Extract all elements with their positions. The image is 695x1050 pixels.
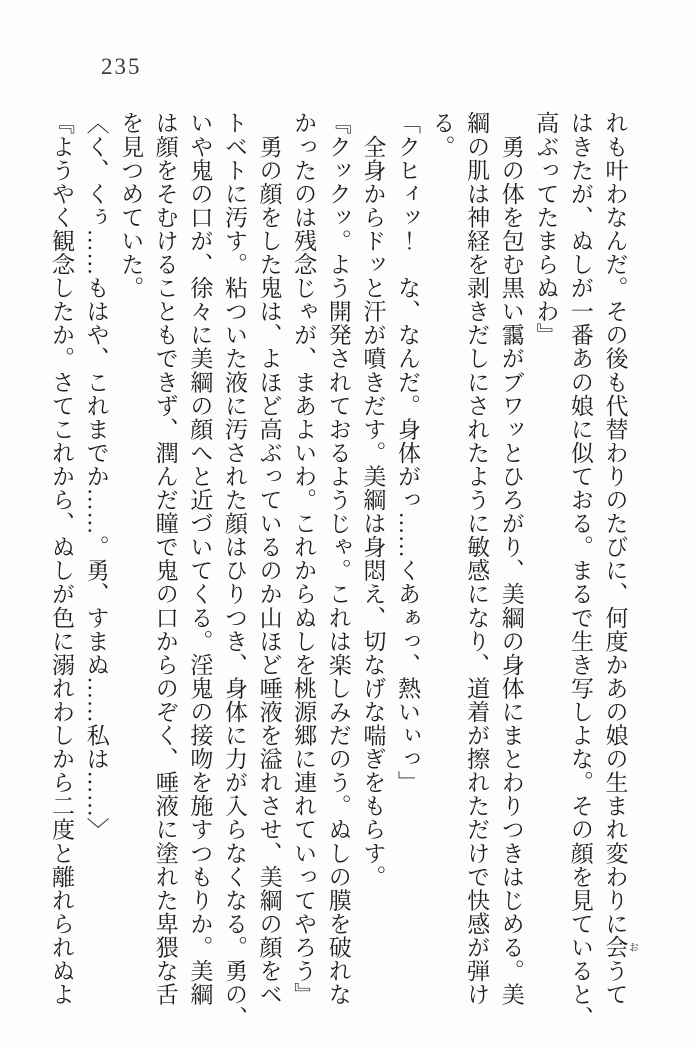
ruby-furigana: 会 お [602, 935, 638, 959]
text-line [320, 111, 355, 1011]
text-segment: を見つめていた。 [118, 111, 144, 300]
text-segment: うて [602, 958, 628, 1006]
text-line [562, 111, 597, 1030]
paragraph [78, 111, 113, 1011]
text-line [528, 111, 563, 1011]
text-line [43, 111, 78, 1011]
text-segment: 「クヒィッ！ な、なんだ。身体がっ……くあぁっ、熱いぃっ」 [394, 111, 420, 794]
page-number: 235 [101, 54, 142, 79]
text-segment: 高ぶってたまらぬわ』 [533, 111, 559, 347]
text-segment: 〈く、くぅ……もはや、これまでか……。勇、すまぬ……私は……〉 [83, 111, 109, 842]
text-segment: トベトに汚す。粘ついた液に汚された顔はひりつき、身体に力が入らなくなる。勇の、 [221, 111, 247, 1030]
text-segment: 全身からドッと汗が噴きだす。美綱は身悶え、切なげな喘ぎをもらす。 [360, 111, 386, 889]
text-line [286, 111, 321, 1011]
text-line [493, 111, 528, 1011]
text-line [459, 111, 494, 1011]
paragraph [389, 111, 424, 1011]
text-segment: る。 [429, 111, 455, 159]
text-segment: いや鬼の口が、徐々に美綱の顔へと近づいてくる。淫鬼の接吻を施すつもりか。美綱 [187, 111, 213, 1006]
text-segment: かったのは残念じゃが、まあよいわ。これからぬしを桃源郷に連れていってやろう』 [291, 111, 317, 1006]
paragraph [355, 111, 390, 1011]
paragraph [528, 111, 638, 1030]
text-line [424, 111, 459, 1011]
paragraph [43, 111, 78, 1011]
paragraph [424, 111, 528, 1011]
text-line [113, 111, 148, 1011]
text-segment: れも叶わなんだ。その後も代替わりのたびに、何度かあの娘の生まれ変わりに [602, 111, 628, 936]
paragraph [113, 111, 286, 1030]
text-segment: 『ようやく観念したか。さてこれから、ぬしが色に溺れわしから二度と離れられぬよ [49, 111, 74, 1006]
text-line [355, 111, 390, 1011]
text-line [251, 111, 286, 1011]
text-block [43, 111, 638, 1030]
text-line [389, 111, 424, 1011]
text-segment: 勇の顔をした鬼は、よほど高ぶっているのか山ほど唾液を溢れさせ、美綱の顔をベ [256, 111, 282, 1006]
text-line [147, 111, 182, 1011]
text-line [182, 111, 217, 1011]
text-segment: は顔をそむけることもできず、潤んだ瞳で鬼の口からのぞく、唾液に塗れた卑猥な舌 [152, 111, 178, 1006]
text-segment: 綱の肌は神経を剥きだしにされたように敏感になり、道着が擦れただけで快感が弾け [464, 111, 490, 1006]
text-segment: 勇の体を包む黒い靄がブワッとひろがり、美綱の身体にまとわりつきはじめる。美 [498, 111, 524, 1006]
text-line [597, 111, 637, 1011]
text-segment: はきたが、ぬしが一番あの娘に似ておる。まるで生き写しよな。その顔を見ていると、 [567, 111, 593, 1030]
text-line [216, 111, 251, 1030]
text-segment: 『クックッ。よう開発されておるようじゃ。これは楽しみだのう。ぬしの膜を破れな [325, 111, 351, 1006]
paragraph [286, 111, 355, 1011]
text-line [78, 111, 113, 1011]
